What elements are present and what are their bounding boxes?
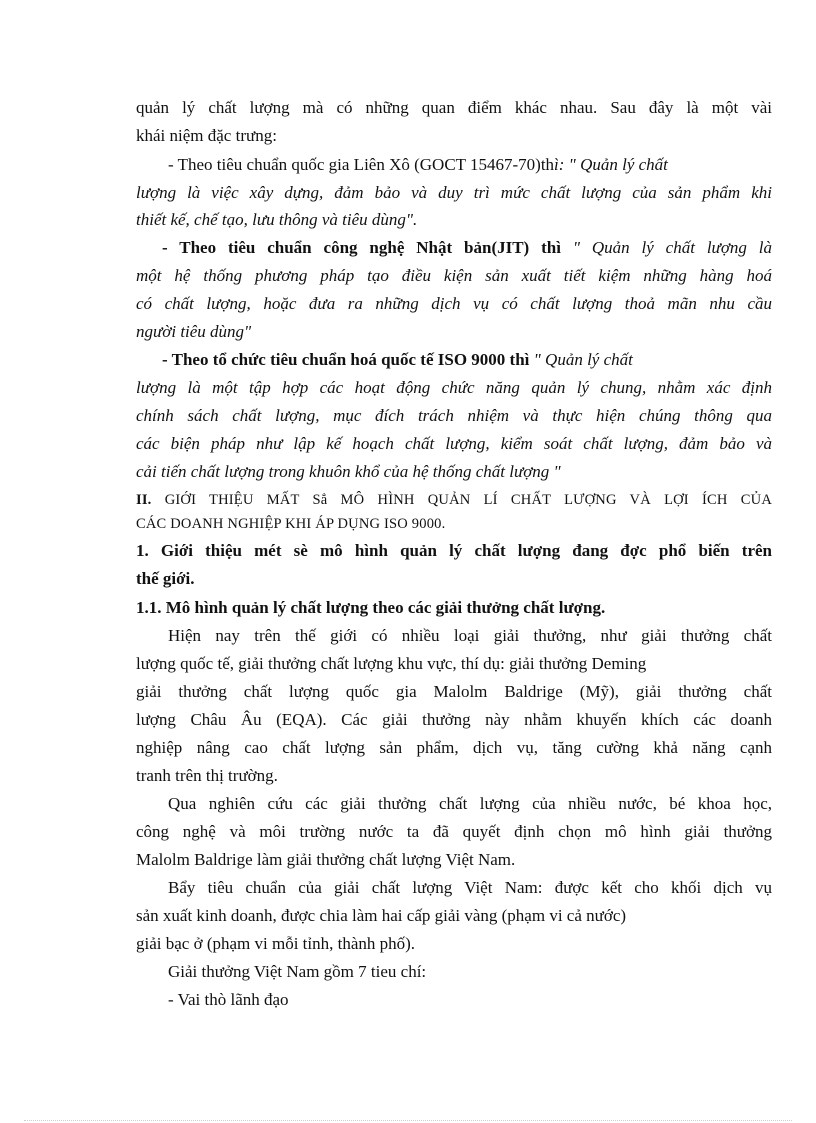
awards-line-2: lượng quốc tế, giải thưởng chất lượng khu vực, thí dụ: giải thưởng Deming xyxy=(136,654,647,673)
awards-line-1: Hiện nay trên thế giới có nhiều loại giải thưởng, như giải thưởng chất xyxy=(168,626,772,645)
jit-definition-line-1 xyxy=(162,237,772,259)
section-number: II. xyxy=(136,492,152,508)
page-bottom-divider xyxy=(24,1120,792,1121)
jit-quote-start: " Quản lý chất lượng là xyxy=(572,238,772,257)
section-title-part-1: GIỚI THIỆU MẤT Sẳ MÔ HÌNH QUẢN LÍ CHẤT LƯỢNG VÀ LỢI ÍCH CỦA xyxy=(164,492,772,508)
intro-line-1: quản lý chất lượng mà có những quan điểm khác nhau. Sau đây là một vài xyxy=(136,98,772,117)
iso-definition-line-5: cải tiến chất lượng trong khuôn khổ của hệ thống chất lượng " xyxy=(136,462,561,481)
iso-definition-line-2: lượng là một tập hợp các hoạt động chức năng quản lý chung, nhằm xác định xyxy=(136,378,772,397)
section-heading-line-2: CÁC DOANH NGHIỆP KHI ÁP DỤNG ISO 9000. xyxy=(136,516,446,532)
gost-quote-start: ì: " Quản lý chất xyxy=(554,155,668,174)
criteria-line-2: sản xuất kinh doanh, được chia làm hai cấp giải vàng (phạm vi cả nước) xyxy=(136,906,627,925)
jit-definition-line-2: một hệ thống phương pháp tạo điều kiện sản xuất tiết kiệm những hàng hoá xyxy=(136,266,772,285)
gost-definition-line-2: lượng là việc xây dựng, đảm bảo và duy trì mức chất lượng của sản phẩm khi xyxy=(136,183,772,202)
intro-line-2: khái niệm đặc trưng: xyxy=(136,126,277,145)
section-heading-line-1 xyxy=(136,489,772,511)
iso-quote-start: " Quản lý chất xyxy=(533,350,633,369)
jit-lead: - Theo tiêu chuẩn công nghệ Nhật bản(JIT) thì xyxy=(162,238,561,257)
research-line-1: Qua nghiên cứu các giải thưởng chất lượng của nhiều nước, bé khoa học, xyxy=(168,794,772,813)
criteria-line-1: Bẩy tiêu chuẩn của giải chất lượng Việt Nam: được kết cho khối dịch vụ xyxy=(168,878,772,897)
jit-definition-line-3: có chất lượng, hoặc đưa ra những dịch vụ có chất lượng thoả mãn nhu cầu xyxy=(136,294,772,313)
jit-definition-line-4: người tiêu dùng" xyxy=(136,322,252,341)
iso-lead: - Theo tổ chức tiêu chuẩn hoá quốc tế ISO 9000 thì xyxy=(162,350,530,369)
gost-definition-line-3: thiết kế, chế tạo, lưu thông và tiêu dùng". xyxy=(136,210,418,229)
awards-line-3: giải thưởng chất lượng quốc gia Malolm Baldrige (Mỹ), giải thưởng chất xyxy=(136,682,772,701)
subsection-1-line-1: 1. Giới thiệu mét sè mô hình quản lý chất lượng đang đợc phổ biến trên xyxy=(136,541,772,560)
iso-definition-line-3: chính sách chất lượng, mục đích trách nhiệm và thực hiện chúng thông qua xyxy=(136,406,772,425)
research-line-3: Malolm Baldrige làm giải thưởng chất lượng Việt Nam. xyxy=(136,850,516,869)
subsection-1-line-2: thế giới. xyxy=(136,569,195,588)
awards-line-5: nghiệp nâng cao chất lượng sản phẩm, dịch vụ, tăng cường khả năng cạnh xyxy=(136,738,772,757)
subsection-1-1-title: 1.1. Mô hình quản lý chất lượng theo các giải thưởng chất lượng. xyxy=(136,598,606,617)
iso-definition-line-1 xyxy=(162,349,772,371)
awards-line-6: tranh trên thị trường. xyxy=(136,766,278,785)
gost-lead: - Theo tiêu chuẩn quốc gia Liên Xô (GOCT 15467-70)th xyxy=(168,155,555,174)
awards-line-4: lượng Châu Âu (EQA). Các giải thưởng này nhằm khuyến khích các doanh xyxy=(136,710,772,729)
criteria-line-3: giải bạc ở (phạm vi mỗi tỉnh, thành phố). xyxy=(136,934,416,953)
research-line-2: công nghệ và môi trường nước ta đã quyết định chọn mô hình giải thưởng xyxy=(136,822,772,841)
iso-definition-line-4: các biện pháp như lập kế hoạch chất lượng, kiểm soát chất lượng, đảm bảo và xyxy=(136,434,772,453)
criteria-item: - Vai thò lãnh đạo xyxy=(168,990,289,1009)
gost-definition-line-1 xyxy=(168,154,772,176)
criteria-intro: Giải thưởng Việt Nam gồm 7 tieu chí: xyxy=(168,962,427,981)
